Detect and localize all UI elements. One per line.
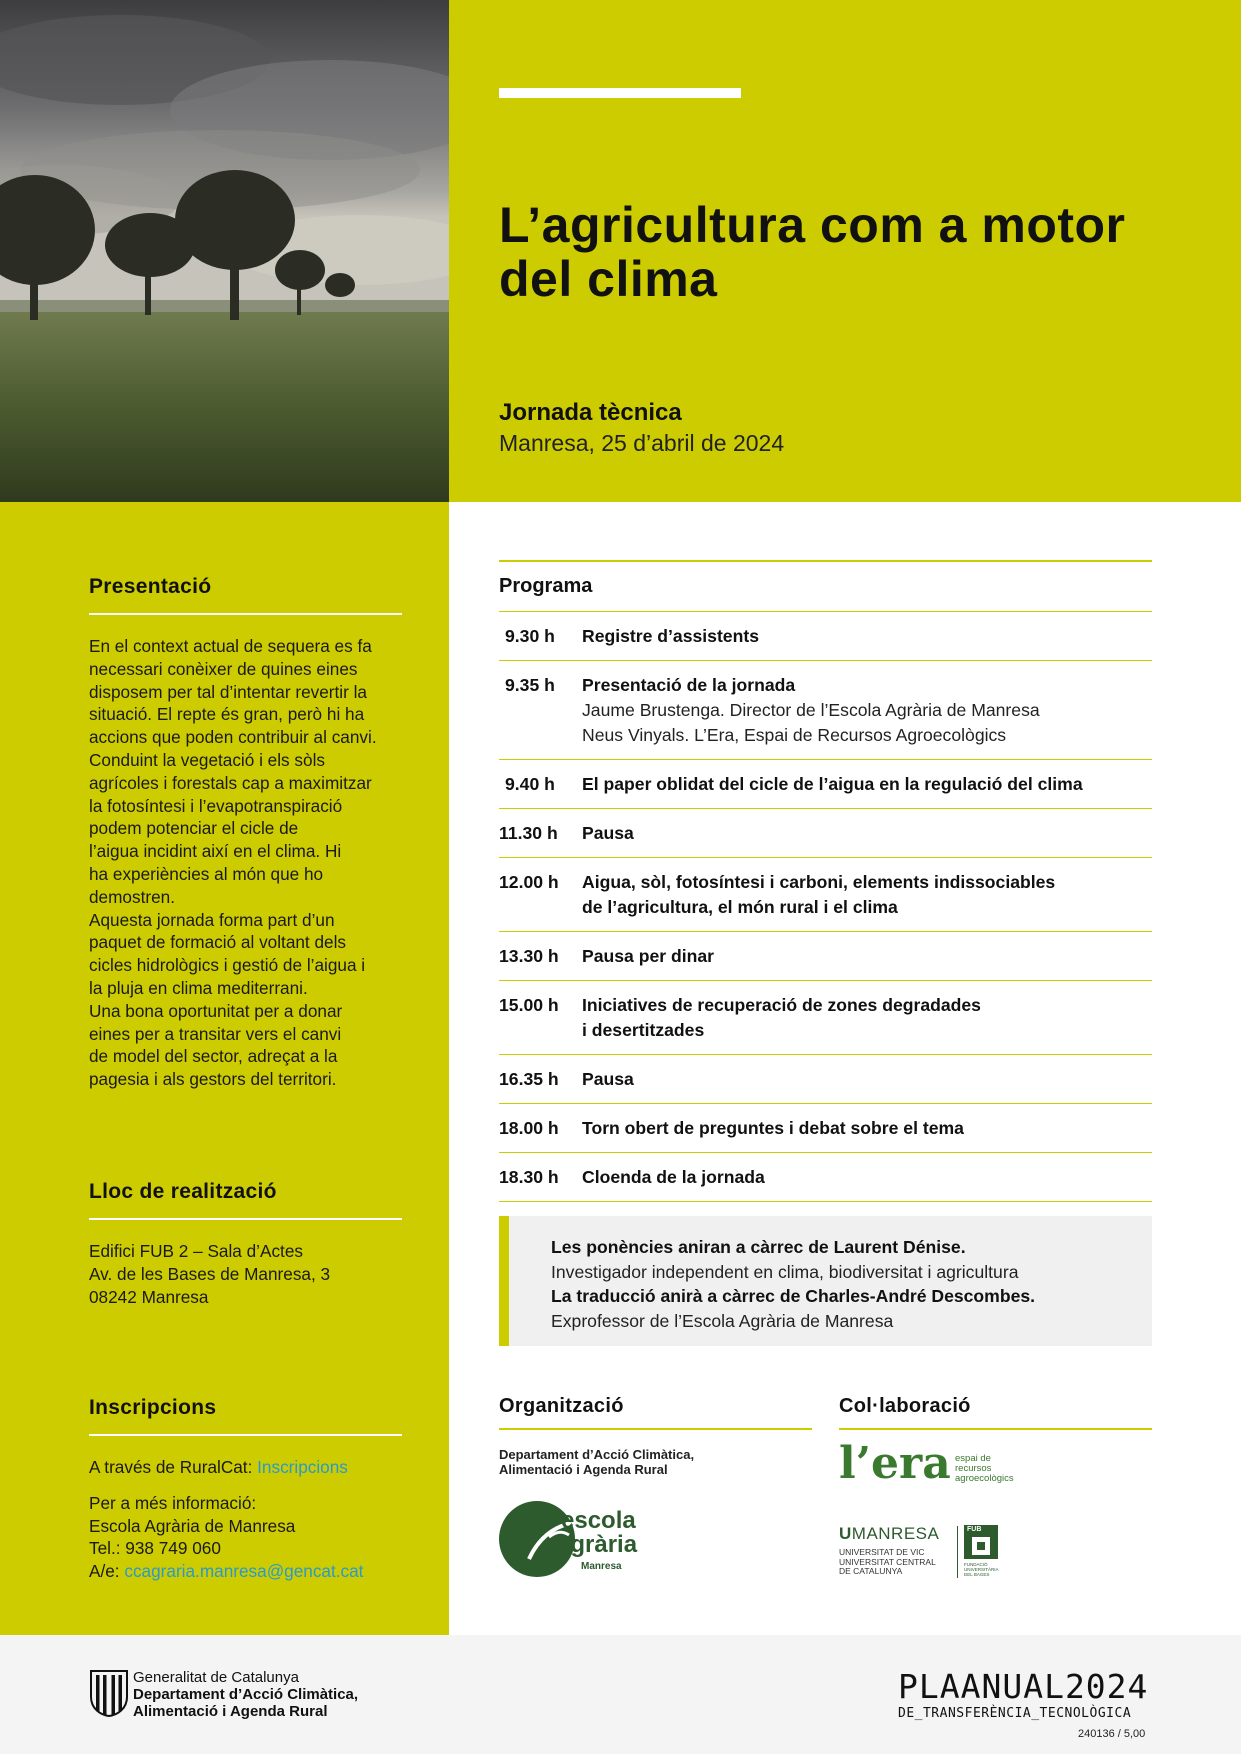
programa-time: 9.30 h	[505, 626, 555, 646]
programa-row	[499, 1152, 1152, 1202]
ruralcat-label: A través de RuralCat:	[89, 1457, 258, 1477]
fub-logo	[964, 1525, 1014, 1581]
pla-anual-title: PLAANUAL2024	[898, 1667, 1149, 1706]
generalitat-text	[133, 1669, 358, 1720]
lloc-title: Lloc de realització	[89, 1180, 277, 1203]
programa-item-title: Aigua, sòl, fotosíntesi i carboni, elements indissociables de l’agricultura, el món rural i el clima	[582, 872, 1056, 917]
inscripcions-link[interactable]: Inscripcions	[257, 1457, 348, 1477]
event-type: Jornada tècnica	[499, 399, 682, 426]
programa-row	[499, 1054, 1152, 1103]
programa-body	[582, 1116, 1152, 1141]
lera-sub-3: agroecològics	[955, 1473, 1014, 1484]
email-label: A/e:	[89, 1561, 125, 1582]
info-org: Escola Agrària de Manresa	[89, 1515, 296, 1536]
address-line-2: Av. de les Bases de Manresa, 3	[89, 1263, 331, 1284]
programa-body	[582, 624, 1152, 649]
programa-item-detail: Jaume Brustenga. Director de l’Escola Agrària de Manresa	[582, 700, 1040, 720]
fub-square	[964, 1525, 998, 1559]
programa-item-title: Torn obert de preguntes i debat sobre el tema	[582, 1118, 964, 1138]
presentacio-text	[89, 635, 407, 1091]
programa-time: 12.00 h	[499, 872, 559, 892]
umanresa-logo	[839, 1524, 959, 1580]
agraria-word: agrària	[557, 1531, 638, 1558]
event-date: Manresa, 25 d’abril de 2024	[499, 430, 785, 456]
email-link[interactable]: ccagraria.manresa@gencat.cat	[124, 1561, 364, 1582]
translator-line: La traducció anirà a càrrec de Charles-André Descombes.	[551, 1286, 1036, 1306]
fub-divider	[957, 1526, 958, 1578]
programa-item-detail: Neus Vinyals. L’Era, Espai de Recursos Agroecològics	[582, 725, 1007, 745]
umanresa-wordmark: MANRESA	[851, 1524, 940, 1543]
gen-line-3: Alimentació i Agenda Rural	[133, 1703, 328, 1720]
address-line-1: Edifici FUB 2 – Sala d’Actes	[89, 1241, 303, 1261]
lera-wordmark: l’era	[839, 1438, 951, 1489]
escola-agraria-logo	[499, 1497, 638, 1582]
programa-body	[582, 944, 1152, 969]
programa-item-title: Iniciatives de recuperació de zones degradades i desertitzades	[582, 995, 981, 1040]
presentacio-rule	[89, 613, 402, 615]
lera-sub-1: espai de	[955, 1453, 991, 1464]
lloc-rule	[89, 1218, 402, 1220]
info-label: Per a més informació:	[89, 1492, 257, 1513]
collaboracio-title: Col·laboració	[839, 1395, 971, 1417]
page-title: L’agricultura com a motor del clima	[499, 197, 1126, 307]
address-line-3: 08242 Manresa	[89, 1286, 209, 1307]
programa-list	[499, 611, 1152, 1202]
hero-banner	[449, 0, 1241, 502]
presentacio-paragraph: En el context actual de sequera es fa necessari conèixer de quines eines disposem per tal d’intentar revertir la situació. El repte és gran, però hi ha accions que poden contribuir al canvi. Conduint la vegetació i els sòls agrícoles i forestals cap a maximitzar la fotosíntesi i l’evapotranspiració podem potenciar el cicle de l’aigua incidint així en el clima. Hi ha experiències al món que ho demostren. Aquesta jornada forma part d’un paquet de formació al voltant dels cicles hidrològics i gestió de l’aigua i la pluja en clima mediterrani. Una bona oportunitat per a donar eines per a transitar vers el canvi de model del sector, adreçat a la pagesia i als gestors del territori.	[89, 636, 377, 1090]
programa-row	[499, 980, 1152, 1054]
translator-role: Exprofessor de l’Escola Agrària de Manresa	[551, 1310, 894, 1331]
programa-row	[499, 660, 1152, 759]
fub-sub-1: FUNDACIÓ	[964, 1562, 988, 1567]
programa-body	[582, 993, 1152, 1043]
programa-body	[582, 1165, 1152, 1190]
programa-item-title: El paper oblidat del cicle de l’aigua en la regulació del clima	[582, 774, 1083, 794]
programa-row	[499, 857, 1152, 931]
document-code: 240136 / 5,00	[1078, 1728, 1146, 1740]
programa-time: 15.00 h	[499, 995, 559, 1015]
programa-time: 18.00 h	[499, 1118, 559, 1138]
umanresa-u: U	[839, 1524, 852, 1543]
fub-sub-3: DEL BAGES	[964, 1572, 990, 1577]
pla-anual-subtitle: DE_TRANSFERÈNCIA_TECNOLÒGICA	[898, 1706, 1132, 1721]
info-phone: Tel.: 938 749 060	[89, 1538, 221, 1559]
inscripcions-text	[89, 1456, 407, 1583]
programa-row	[499, 611, 1152, 660]
programa-body	[582, 673, 1152, 748]
programa-body	[582, 1067, 1152, 1092]
footer	[0, 1635, 1241, 1754]
lera-sub-2: recursos	[955, 1463, 992, 1474]
speaker-line: Les ponències aniran a càrrec de Laurent Dénise.	[551, 1237, 966, 1257]
inscripcions-rule	[89, 1434, 402, 1436]
generalitat-emblem-icon	[89, 1669, 129, 1717]
programa-row	[499, 931, 1152, 980]
programa-body	[582, 772, 1152, 797]
programa-item-title: Pausa	[582, 1069, 634, 1089]
um-line-3: DE CATALUNYA	[839, 1566, 903, 1576]
organitzacio-title: Organització	[499, 1395, 624, 1417]
programa-row	[499, 808, 1152, 857]
programa-item-title: Presentació de la jornada	[582, 675, 796, 695]
programa-body	[582, 870, 1152, 920]
programa-row	[499, 1103, 1152, 1152]
collaboracio-rule	[839, 1428, 1152, 1430]
inscripcions-title: Inscripcions	[89, 1396, 217, 1419]
lloc-address	[89, 1240, 407, 1308]
dept-label: Departament d’Acció Climàtica, Alimentació i Agenda Rural	[499, 1447, 695, 1477]
gen-line-2: Departament d’Acció Climàtica,	[133, 1686, 359, 1703]
programa-time: 9.35 h	[505, 675, 555, 695]
organitzacio-rule	[499, 1428, 812, 1430]
programa-time: 13.30 h	[499, 946, 559, 966]
programa-row	[499, 759, 1152, 808]
programa-item-title: Pausa per dinar	[582, 946, 715, 966]
programa-item-title: Cloenda de la jornada	[582, 1167, 765, 1187]
programa-top-rule	[499, 560, 1152, 562]
programa-item-title: Pausa	[582, 823, 634, 843]
speaker-role: Investigador independent en clima, biodiversitat i agricultura	[551, 1261, 1019, 1282]
speakers-box	[499, 1216, 1152, 1346]
lera-logo	[839, 1440, 1039, 1492]
decorative-bar	[499, 88, 741, 98]
programa-time: 11.30 h	[499, 823, 558, 843]
programa-title: Programa	[499, 575, 593, 597]
programa-item-title: Registre d’assistents	[582, 626, 759, 646]
fub-wordmark: FUB	[967, 1526, 982, 1533]
gen-line-1: Generalitat de Catalunya	[133, 1669, 299, 1686]
programa-time: 16.35 h	[499, 1069, 559, 1089]
presentacio-title: Presentació	[89, 575, 212, 598]
header-photo	[0, 0, 449, 502]
um-line-1: UNIVERSITAT DE VIC	[839, 1547, 925, 1557]
programa-time: 9.40 h	[505, 774, 555, 794]
um-line-2: UNIVERSITAT CENTRAL	[839, 1556, 936, 1567]
programa-time: 18.30 h	[499, 1167, 559, 1187]
manresa-word: Manresa	[581, 1561, 622, 1572]
programa-body	[582, 821, 1152, 846]
escola-word: escola	[561, 1507, 636, 1534]
fub-sub-2: UNIVERSITÀRIA	[964, 1567, 999, 1572]
